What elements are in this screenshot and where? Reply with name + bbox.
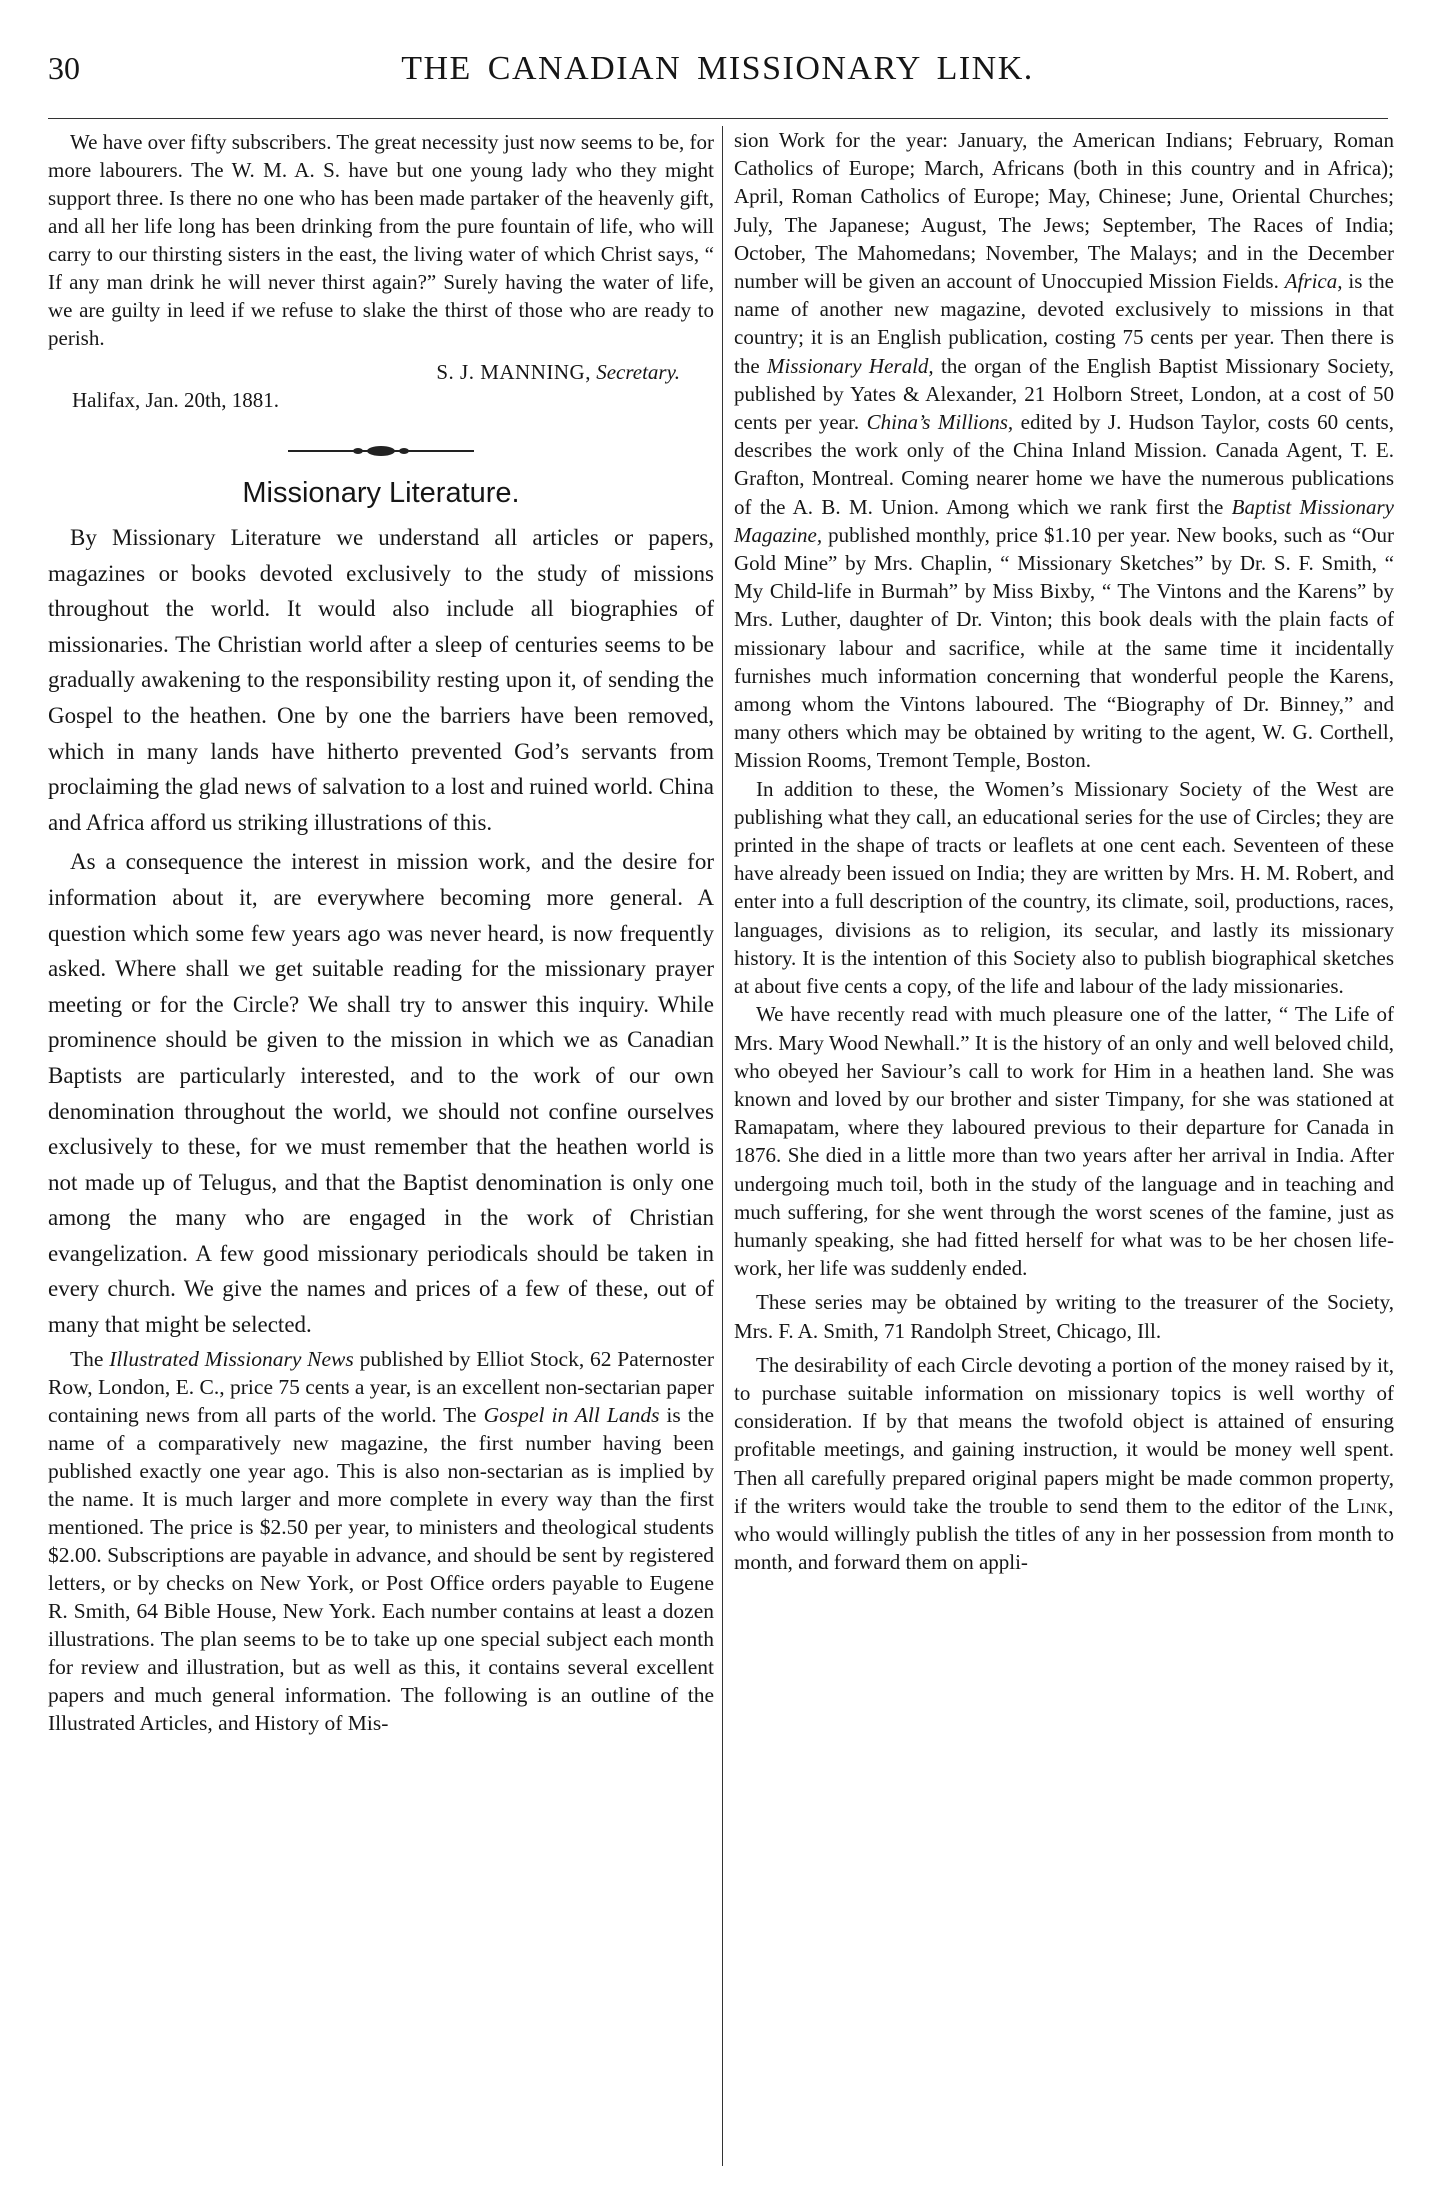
periodical-title: Link, xyxy=(1346,1493,1394,1518)
text-run: published monthly, price $1.10 per year. New books, such as “Our Gold Mine” by Mrs. Chaplin, “ Missionary Sketches” by Dr. S. F. Smith, “ My Child-life in Burmah” by Miss Bixby, “ The Vintons and the Karens” by Mrs. Luther, daughter of Dr. Vinton; this book deals with the plain facts of missionary labour and sacrifice, while at the same time it incidentally furnishes much information concerning that wonderful people the Karens, among whom the Vintons laboured. The “Biography of Dr. Binney,” and many others which may be obtained by writing to the agent, W. G. Corthell, Mission Rooms, Tremont Temple, Boston. xyxy=(734,522,1394,773)
article-heading: Missionary Literature. xyxy=(242,477,520,509)
periodical-title: Gospel in All Lands xyxy=(483,1402,660,1427)
article-paragraph xyxy=(734,126,1394,775)
opening-paragraph: We have over fifty subscribers. The great necessity just now seems to be, for more labourers. The W. M. A. S. have but one young lady who they might support three. Is there no one who has been made partaker of the heavenly gift, and all her life long has been drinking from the pure fountain of life, who will carry to our thirsting sisters in the east, the living water of which Christ says, “ If any man drink he will never thirst again?” Surely having the water of life, we are guilty in leed if we refuse to slake the thirst of those who are ready to perish. xyxy=(48,130,714,350)
left-column xyxy=(48,128,714,1737)
text-run: The xyxy=(70,1346,110,1371)
page-number: 30 xyxy=(48,50,80,86)
column-divider xyxy=(722,126,723,2166)
periodical-title: Illustrated Missionary News xyxy=(109,1346,354,1371)
text-run: sion Work for the year: January, the American Indians; February, Roman Catholics of Europe; March, Africans (both in this country and in Africa); April, Roman Catholics of Europe; May, Chinese; June, Oriental Churches; July, The Japanese; August, The Jews; September, The Races of India; October, The Mahomedans; November, The Malays; and in the December number will be given an account of Unoccupied Mission Fields. xyxy=(734,128,1394,294)
header-rule xyxy=(48,118,1388,119)
article-paragraph xyxy=(48,1345,714,1737)
signature-date: Halifax, Jan. 20th, 1881. xyxy=(72,388,280,412)
text-run: published by Elliot Stock, 62 Paternoster Row, London, E. C., price 75 cents a year, is an excellent non-sectarian paper containing news from all parts of the world. The xyxy=(48,1346,715,1427)
text-run: is the name of another new magazine, devoted exclusively to missions in that country; it is an English publication, costing 75 cents per year. Then there is the xyxy=(734,269,1394,378)
article-paragraph: These series may be obtained by writing to the treasurer of the Society, Mrs. F. A. Smith, 71 Randolph Street, Chicago, Ill. xyxy=(734,1290,1394,1343)
signature-title: Secretary. xyxy=(596,360,680,384)
text-run: the organ of the English Baptist Missionary Society, published by Yates & Alexander, 21 Holborn Street, London, at a cost of 50 cents per year. xyxy=(734,353,1394,435)
article-paragraph: In addition to these, the Women’s Missionary Society of the West are publishing what they call, an educational series for the use of Circles; they are printed in the shape of tracts or leaflets at one cent each. Seventeen of these have already been issued on India; they are written by Mrs. H. M. Robert, and enter into a full description of the country, its climate, soil, productions, races, languages, divisions as to religion, its secular, and lastly its missionary history. It is the intention of this Society also to publish biographical sketches at about five cents a copy, of the life and labour of the lady missionaries. xyxy=(734,776,1394,999)
signature-name: S. J. MANNING, xyxy=(436,360,591,384)
article-paragraph: As a consequence the interest in mission work, and the desire for information about it, are everywhere becoming more general. A question which some few years ago was never heard, is now frequently asked. Where shall we get suitable reading for the missionary prayer meeting or for the Circle? We shall try to answer this inquiry. While prominence should be given to the mission in which we as Canadian Baptists are particularly interested, and to the work of our own denomination throughout the world, we should not confine ourselves exclusively to these, for we must remember that the heathen world is not made up of Telugus, and that the Baptist denomination is only one among the many who are engaged in the work of Christian evangelization. A few good missionary periodicals should be taken in every church. We give the names and prices of a few of these, out of many that might be selected. xyxy=(48,849,714,1338)
article-paragraph: We have recently read with much pleasure one of the latter, “ The Life of Mrs. Mary Wood Newhall.” It is the history of an only and well beloved child, who obeyed her Saviour’s call to work for Him in a heathen land. She was known and loved by our brother and sister Timpany, for she was stationed at Ramapatam, where they laboured previous to their departure for Canada in 1876. She died in a little more than two years after her arrival in India. After undergoing much toil, both in the study of the language and in teaching and much suffering, for she went through the worst scenes of the famine, just as humanly speaking, she had fitted herself for what was to be her chosen life-work, her life was suddenly ended. xyxy=(734,1002,1394,1281)
signature xyxy=(436,358,680,386)
periodical-title: Baptist Missionary Magazine, xyxy=(734,494,1394,547)
signature-block xyxy=(48,358,714,422)
periodical-title: Africa, xyxy=(1284,269,1343,294)
article-paragraph: By Missionary Literature we understand all articles or papers, magazines or books devoted exclusively to the study of missions throughout the world. It would also include all biographies of missionaries. The Christian world after a sleep of centuries seems to be gradually awakening to the responsibility resting upon it, of sending the Gospel to the heathen. One by one the barriers have been removed, which in many lands have hitherto prevented God’s servants from proclaiming the glad news of salvation to a lost and ruined world. China and Africa afford us striking illustrations of this. xyxy=(48,525,714,835)
text-run: edited by J. Hudson Taylor, costs 60 cents, describes the work only of the China Inland Mission. Canada Agent, T. E. Grafton, Montreal. Coming nearer home we have the numerous publications of the A. B. M. Union. Among which we rank first the xyxy=(734,410,1394,519)
periodical-title: Missionary Herald, xyxy=(767,353,934,378)
text-run: The desirability of each Circle devoting a portion of the money raised by it, to purchase suitable information on missionary topics is well worthy of consideration. If by that means the twofold object is attained of ensuring profitable meetings, and gaining instruction, it would be money well spent. Then all carefully prepared original papers might be made common property, if the writers would take the trouble to send them to the editor of the xyxy=(734,1352,1394,1518)
periodical-title: China’s Millions, xyxy=(866,410,1014,435)
text-run: who would willingly publish the titles of any in her possession from month to month, and forward them on appli- xyxy=(734,1521,1394,1575)
text-run: is the name of a comparatively new magazine, the first number having been published exactly one year ago. This is also non-sectarian as is implied by the name. It is much larger and more complete in every way than the first mentioned. The price is $2.50 per year, to ministers and theological students $2.00. Subscriptions are payable in advance, and should be sent by registered letters, or by checks on New York, or Post Office orders payable to Eugene R. Smith, 64 Bible House, New York. Each number contains at least a dozen illustrations. The plan seems to be to take up one special subject each month for review and illustration, but as well as this, it contains several excellent papers and much general information. The following is an outline of the Illustrated Articles, and History of Mis- xyxy=(48,1402,715,1735)
article-paragraph xyxy=(734,1351,1394,1577)
section-divider-ornament xyxy=(286,444,476,458)
right-column xyxy=(734,126,1394,1576)
running-title: THE CANADIAN MISSIONARY LINK. xyxy=(401,50,1034,87)
